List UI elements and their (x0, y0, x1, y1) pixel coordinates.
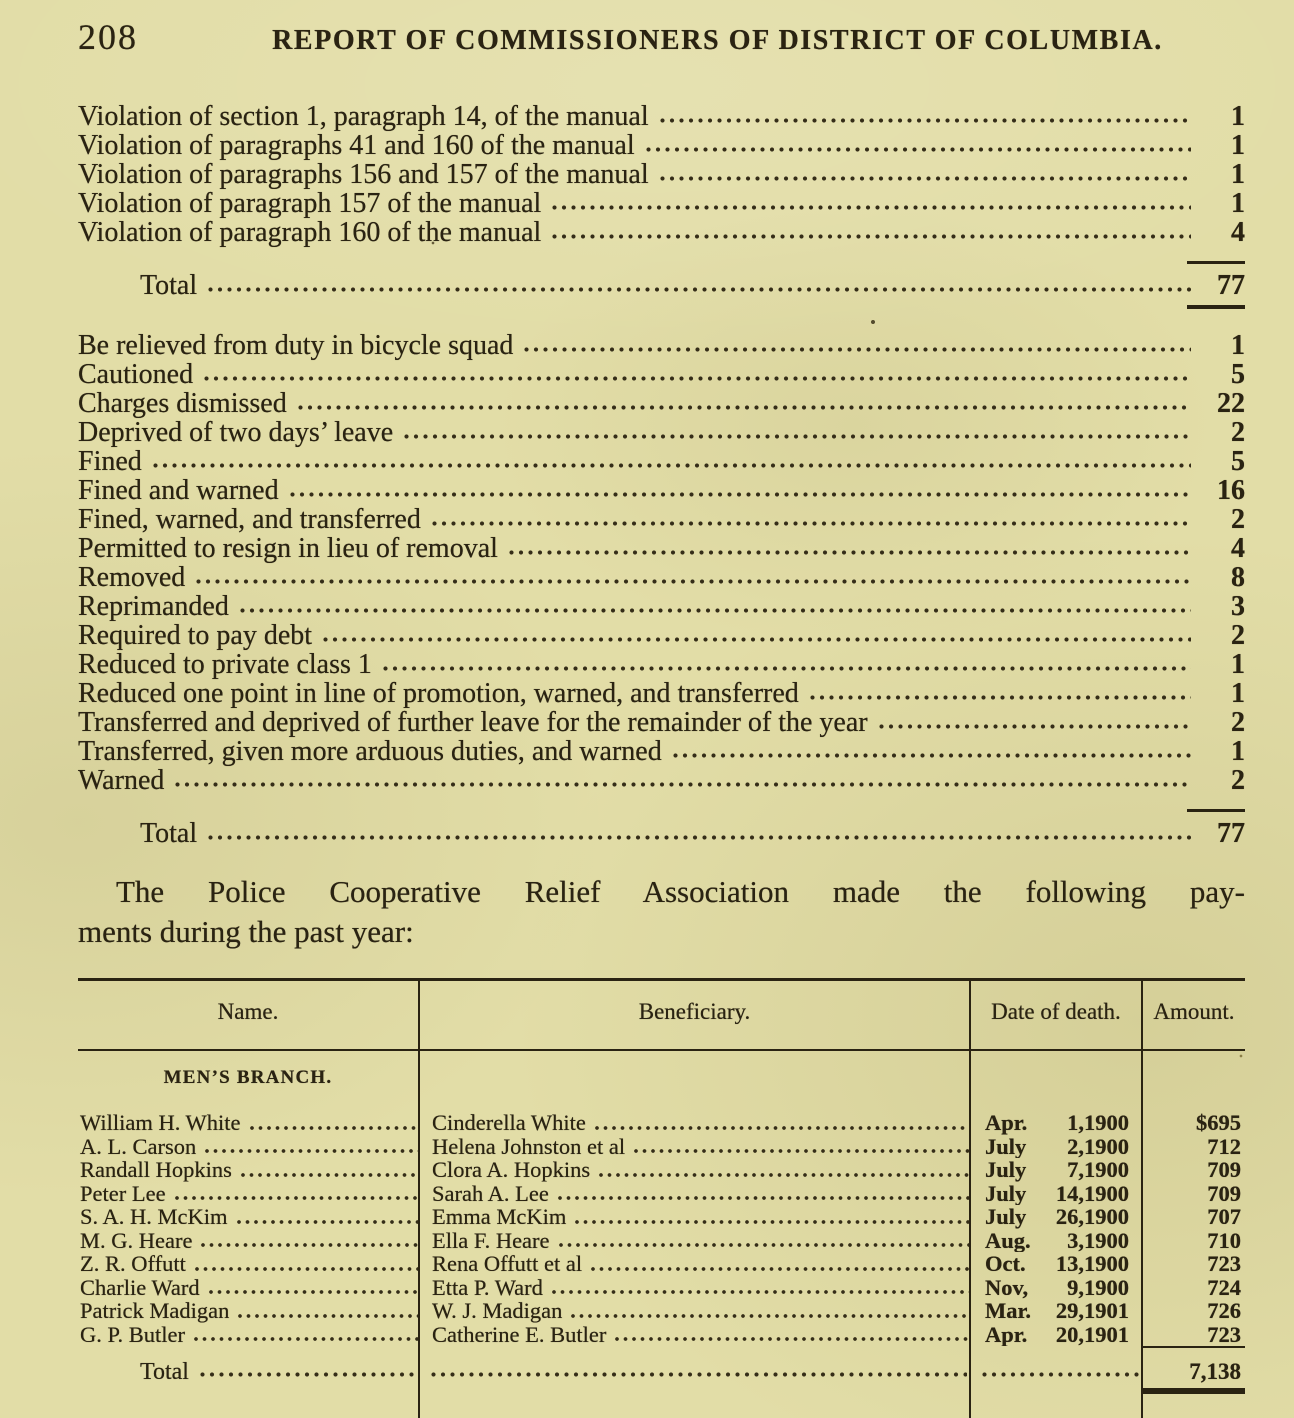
cell-date-of-death (969, 1111, 1141, 1135)
beneficiary-name: Helena Johnston et al (432, 1134, 626, 1158)
total-row (78, 271, 1245, 300)
cell-date-of-death (969, 1323, 1141, 1347)
list-item-value: 2 (1231, 417, 1245, 448)
list-item (78, 505, 1245, 534)
column-header-amount: Amount. (1141, 981, 1245, 1051)
list-item (78, 218, 1245, 247)
cell-name (78, 1135, 418, 1159)
beneficiary-name: Rena Offutt et al (432, 1252, 583, 1276)
death-month: July (985, 1134, 1027, 1158)
cell-name (78, 1158, 418, 1182)
list-item-value: 1 (1231, 130, 1245, 161)
list-item-label: Violation of section 1, paragraph 14, of the manual (78, 101, 649, 132)
list-item-label: Required to pay debt (78, 620, 313, 651)
list-item-label: Transferred and deprived of further leave for the remainder of the year (78, 707, 868, 738)
total-rule (1187, 261, 1245, 264)
list-item (78, 189, 1245, 218)
death-month: July (985, 1158, 1027, 1182)
dispositions-list (78, 331, 1245, 795)
cell-amount: 709 (1141, 1158, 1245, 1182)
list-item-label: Reprimanded (78, 591, 229, 622)
list-item-value: 2 (1231, 620, 1245, 651)
violations-total-block (78, 261, 1245, 309)
cell-beneficiary (418, 1205, 969, 1229)
list-item-label: Fined, warned, and transferred (78, 504, 421, 535)
empty-cell (418, 1397, 969, 1418)
dotted-leader (556, 1196, 969, 1200)
payments-table (78, 978, 1245, 1418)
empty-cell (1141, 1097, 1245, 1111)
list-item-label: Violation of paragraph 160 of the manual (78, 217, 542, 248)
dispositions-total-block (78, 809, 1245, 848)
empty-cell (418, 1385, 969, 1397)
beneficiary-name: Sarah A. Lee (432, 1181, 549, 1205)
member-name: A. L. Carson (80, 1134, 197, 1158)
dotted-leader (173, 782, 1191, 787)
cell-beneficiary (418, 1229, 969, 1253)
cell-beneficiary (418, 1135, 969, 1159)
column-header-beneficiary: Beneficiary. (418, 981, 969, 1051)
empty-cell (418, 1346, 969, 1359)
dotted-leader (206, 287, 1191, 292)
list-item (78, 331, 1245, 360)
dotted-leader (557, 1243, 969, 1247)
empty-cell (969, 1397, 1141, 1418)
cell-amount: 724 (1141, 1276, 1245, 1300)
cell-date-of-death (969, 1229, 1141, 1253)
cell-name (78, 1229, 418, 1253)
list-item-value: 1 (1231, 159, 1245, 190)
dotted-leader (808, 695, 1191, 700)
dotted-leader (658, 176, 1191, 181)
list-item (78, 476, 1245, 505)
dotted-leader (569, 1314, 969, 1318)
list-item-label: Permitted to resign in lieu of removal (78, 533, 498, 564)
list-item-label: Violation of paragraphs 41 and 160 of the manual (78, 130, 635, 161)
cell-amount: 709 (1141, 1182, 1245, 1206)
list-item-value: 5 (1231, 446, 1245, 477)
beneficiary-name: Clora A. Hopkins (432, 1158, 591, 1182)
total-rule (1187, 809, 1245, 812)
member-name: Peter Lee (80, 1181, 166, 1205)
cell-date-of-death (969, 1135, 1141, 1159)
total-label: Total (140, 270, 198, 301)
list-item-label: Be relieved from duty in bicycle squad (78, 330, 514, 361)
page-title: REPORT OF COMMISSIONERS OF DISTRICT OF COLUMBIA. (272, 25, 1163, 56)
list-item (78, 679, 1245, 708)
list-item-value: 1 (1231, 649, 1245, 680)
empty-cell (418, 1051, 969, 1097)
list-item-value: 5 (1231, 359, 1245, 390)
empty-cell (969, 1051, 1141, 1097)
cell-name (78, 1182, 418, 1206)
dotted-leader (239, 1173, 418, 1177)
dotted-leader (522, 347, 1191, 352)
dotted-leader (550, 234, 1191, 239)
dotted-leader (238, 608, 1191, 613)
list-item (78, 766, 1245, 795)
dotted-leader (573, 1220, 969, 1224)
cell-beneficiary (418, 1111, 969, 1135)
death-day-year: 9,1900 (1067, 1275, 1129, 1299)
dotted-leader (199, 1243, 418, 1247)
list-item-value: 3 (1231, 591, 1245, 622)
list-item (78, 447, 1245, 476)
death-day-year: 14,1900 (1055, 1181, 1129, 1205)
dotted-leader (550, 205, 1191, 210)
list-item-label: Fined and warned (78, 475, 279, 506)
death-day-year: 2,1900 (1067, 1134, 1129, 1158)
list-item (78, 102, 1245, 131)
dotted-leader (632, 1149, 969, 1153)
list-item-label: Violation of paragraph 157 of the manual (78, 188, 542, 219)
dotted-leader (248, 1126, 418, 1130)
empty-cell (1141, 1051, 1245, 1097)
death-month: July (985, 1205, 1027, 1229)
member-name: Randall Hopkins (80, 1158, 232, 1182)
list-item-label: Fined (78, 446, 142, 477)
dotted-leader (236, 1314, 418, 1318)
dotted-leader (198, 1372, 416, 1377)
dotted-leader (288, 492, 1191, 497)
dotted-leader (877, 724, 1191, 729)
list-item-value: 4 (1231, 217, 1245, 248)
cell-name (78, 1299, 418, 1323)
list-item-value: 1 (1231, 101, 1245, 132)
list-item-value: 2 (1231, 765, 1245, 796)
dotted-leader (194, 579, 1191, 584)
dotted-leader (296, 405, 1191, 410)
beneficiary-name: Catherine E. Butler (432, 1322, 607, 1346)
list-item (78, 131, 1245, 160)
dotted-leader (381, 666, 1191, 671)
list-item-label: Transferred, given more arduous duties, and warned (78, 736, 662, 767)
list-item (78, 160, 1245, 189)
cell-name (78, 1252, 418, 1276)
death-month: July (985, 1181, 1027, 1205)
total-value: 77 (1217, 818, 1245, 849)
dotted-leader (206, 835, 1191, 840)
cell-beneficiary (418, 1252, 969, 1276)
dotted-leader (593, 1126, 969, 1130)
total-label: Total (140, 1359, 189, 1385)
death-day-year: 1,1900 (1067, 1111, 1129, 1135)
total-value: 77 (1217, 270, 1245, 301)
cell-date-of-death (969, 1299, 1141, 1323)
member-name: Z. R. Offutt (80, 1252, 186, 1276)
amount-double-rule-cell (1141, 1385, 1245, 1397)
death-day-year: 29,1901 (1055, 1299, 1129, 1323)
empty-cell (78, 1346, 418, 1359)
death-month: Mar. (985, 1299, 1032, 1323)
death-day-year: 20,1901 (1055, 1322, 1129, 1346)
list-item-label: Charges dismissed (78, 388, 287, 419)
page-number: 208 (78, 17, 138, 57)
list-item-value: 4 (1231, 533, 1245, 564)
death-month: Apr. (985, 1111, 1028, 1135)
list-item-value: 22 (1217, 388, 1245, 419)
total-label: Total (140, 818, 198, 849)
total-row (78, 819, 1245, 848)
dotted-leader (151, 463, 1191, 468)
list-item-label: Reduced one point in line of promotion, warned, and transferred (78, 678, 799, 709)
death-day-year: 13,1900 (1055, 1252, 1129, 1276)
member-name: William H. White (80, 1111, 241, 1135)
list-item (78, 563, 1245, 592)
cell-amount: 712 (1141, 1135, 1245, 1159)
cell-date-of-death (969, 1182, 1141, 1206)
dotted-leader (613, 1337, 969, 1341)
cell-name (78, 1111, 418, 1135)
beneficiary-name: Ella F. Heare (432, 1228, 550, 1252)
list-item-value: 2 (1231, 504, 1245, 535)
list-item (78, 592, 1245, 621)
dotted-leader (980, 1372, 1139, 1377)
cell-beneficiary (418, 1323, 969, 1347)
list-item (78, 534, 1245, 563)
list-item-value: 1 (1231, 678, 1245, 709)
dotted-leader (644, 147, 1191, 152)
violations-list (78, 102, 1245, 247)
dotted-leader (589, 1267, 969, 1271)
list-item-label: Removed (78, 562, 186, 593)
dotted-leader (192, 1337, 418, 1341)
list-item (78, 708, 1245, 737)
member-name: M. G. Heare (80, 1228, 193, 1252)
column-header-date-of-death: Date of death. (969, 981, 1141, 1051)
list-item-label: Violation of paragraphs 156 and 157 of the manual (78, 159, 649, 190)
cell-date-of-death (969, 1252, 1141, 1276)
list-item-label: Cautioned (78, 359, 194, 390)
dotted-leader (402, 434, 1191, 439)
death-month: Aug. (985, 1228, 1031, 1252)
cell-amount: 707 (1141, 1205, 1245, 1229)
cell-beneficiary (418, 1158, 969, 1182)
empty-cell (418, 1097, 969, 1111)
cell-beneficiary (418, 1182, 969, 1206)
cell-name (78, 1276, 418, 1300)
cell-total-label (78, 1359, 418, 1385)
paragraph-line: The Police Cooperative Relief Association made the following pay- (116, 874, 1245, 909)
cell-amount: $695 (1141, 1111, 1245, 1135)
list-item-value: 16 (1217, 475, 1245, 506)
amount-total-rule (1141, 1346, 1245, 1359)
cell-amount: 723 (1141, 1323, 1245, 1347)
dotted-leader (597, 1173, 969, 1177)
death-month: Nov, (985, 1275, 1029, 1299)
beneficiary-name: Cinderella White (432, 1111, 586, 1135)
dotted-leader (430, 521, 1191, 526)
beneficiary-name: Etta P. Ward (432, 1275, 543, 1299)
list-item (78, 360, 1245, 389)
member-name: Patrick Madigan (80, 1299, 230, 1323)
beneficiary-name: W. J. Madigan (432, 1299, 563, 1323)
empty-cell (969, 1385, 1141, 1397)
empty-cell (78, 1385, 418, 1397)
list-item-value: 1 (1231, 330, 1245, 361)
list-item-value: 1 (1231, 188, 1245, 219)
member-name: Charlie Ward (80, 1275, 200, 1299)
dotted-leader (550, 1290, 969, 1294)
dotted-leader (193, 1267, 418, 1271)
dotted-leader (207, 1290, 418, 1294)
list-item-value: 1 (1231, 736, 1245, 767)
dotted-leader (321, 637, 1191, 642)
death-day-year: 3,1900 (1067, 1228, 1129, 1252)
intro-paragraph (78, 872, 1245, 952)
list-item-label: Warned (78, 765, 165, 796)
empty-cell (78, 1097, 418, 1111)
cell-leader (418, 1359, 969, 1385)
list-item-value: 8 (1231, 562, 1245, 593)
dotted-leader (173, 1196, 418, 1200)
cell-beneficiary (418, 1276, 969, 1300)
dotted-leader (507, 550, 1191, 555)
member-name: G. P. Butler (80, 1322, 186, 1346)
section-label: MEN’S BRANCH. (163, 1067, 333, 1088)
paragraph-line: ments during the past year: (78, 914, 414, 949)
empty-cell (78, 1397, 418, 1418)
cell-total-amount: 7,138 (1141, 1359, 1245, 1385)
death-day-year: 7,1900 (1067, 1158, 1129, 1182)
double-rule (1187, 305, 1245, 309)
cell-date-of-death (969, 1205, 1141, 1229)
member-name: S. A. H. McKim (80, 1205, 228, 1229)
beneficiary-name: Emma McKim (432, 1205, 567, 1229)
list-item (78, 389, 1245, 418)
cell-amount: 723 (1141, 1252, 1245, 1276)
list-item-label: Deprived of two days’ leave (78, 417, 394, 448)
empty-cell (969, 1097, 1141, 1111)
list-item (78, 418, 1245, 447)
cell-leader (969, 1359, 1141, 1385)
empty-cell (1141, 1397, 1245, 1418)
dotted-leader (671, 753, 1191, 758)
dotted-leader (429, 1372, 967, 1377)
list-item (78, 621, 1245, 650)
dotted-leader (235, 1220, 418, 1224)
cell-amount: 710 (1141, 1229, 1245, 1253)
cell-name (78, 1205, 418, 1229)
death-month: Apr. (985, 1322, 1028, 1346)
list-item-label: Reduced to private class 1 (78, 649, 372, 680)
dotted-leader (658, 118, 1191, 123)
empty-cell (969, 1346, 1141, 1359)
list-item (78, 650, 1245, 679)
double-rule (1143, 1388, 1245, 1394)
cell-amount: 726 (1141, 1299, 1245, 1323)
cell-date-of-death (969, 1276, 1141, 1300)
dotted-leader (202, 376, 1191, 381)
list-item-value: 2 (1231, 707, 1245, 738)
cell-date-of-death (969, 1158, 1141, 1182)
cell-beneficiary (418, 1299, 969, 1323)
dotted-leader (203, 1149, 418, 1153)
death-month: Oct. (985, 1252, 1026, 1276)
list-item (78, 737, 1245, 766)
death-day-year: 26,1900 (1055, 1205, 1129, 1229)
cell-name (78, 1323, 418, 1347)
page-header (78, 16, 1245, 60)
column-header-name: Name. (78, 981, 418, 1051)
